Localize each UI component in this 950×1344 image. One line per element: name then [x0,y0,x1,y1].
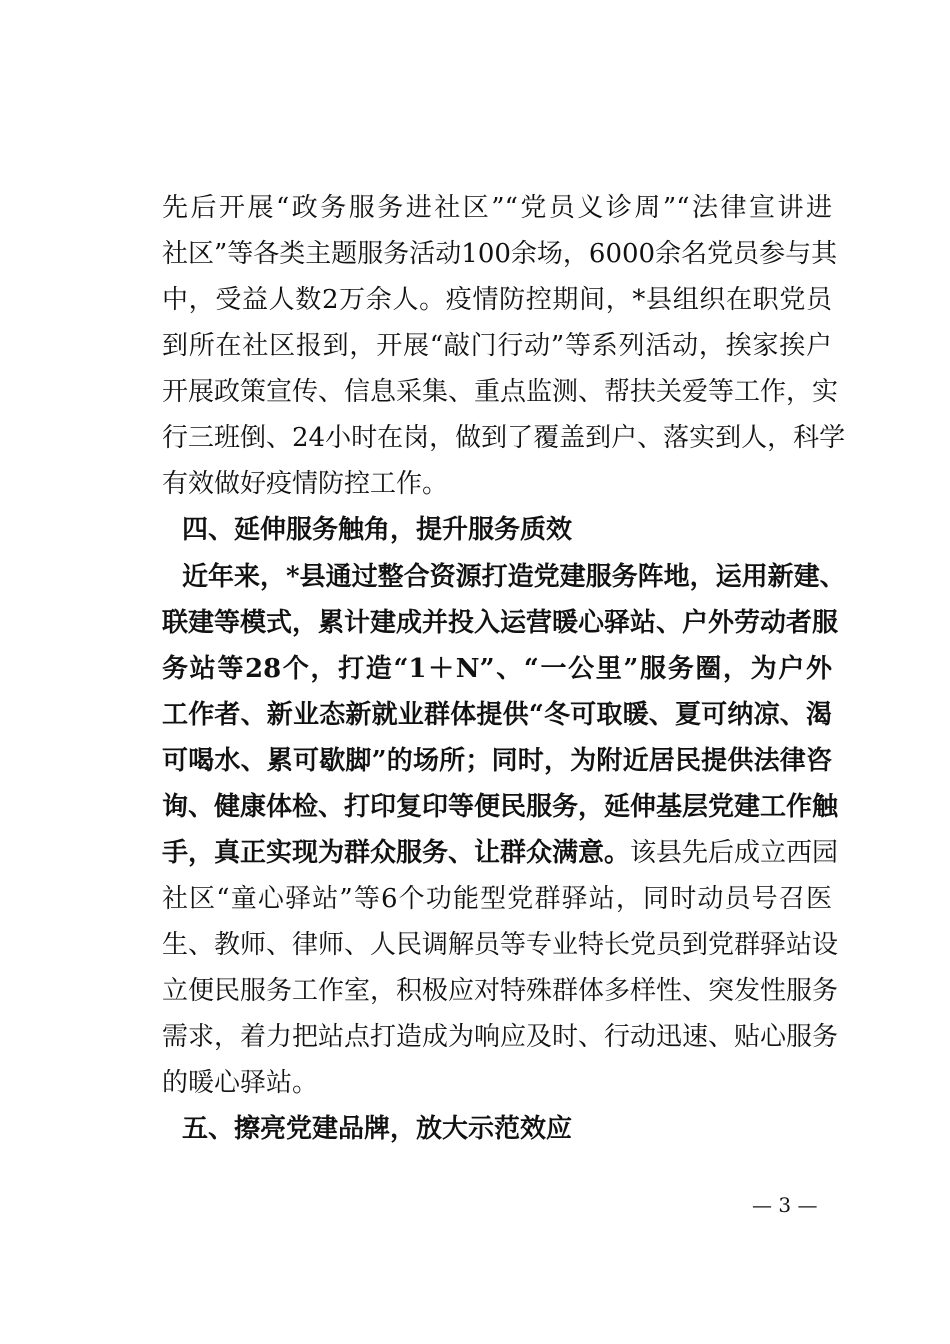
page-number: — 3 — [752,1193,818,1217]
paragraph-1-line-6: 行三班倒、24小时在岗，做到了覆盖到户、落实到人，科学 [162,423,846,453]
paragraph-1-line-4: 到所在社区报到，开展“敲门行动”等系列活动，挨家挨户 [162,331,832,361]
paragraph-2-line-5: 可喝水、累可歇脚”的场所；同时，为附近居民提供法律咨 [162,746,832,776]
paragraph-1-line-3: 中，受益人数2万余人。疫情防控期间，*县组织在职党员 [162,285,832,315]
paragraph-1-line-1: 先后开展“政务服务进社区”“党员义诊周”“法律宣讲进 [162,193,832,223]
paragraph-2-line-1: 近年来，*县通过整合资源打造党建服务阵地，运用新建、 [182,562,846,592]
section-heading-5: 五、擦亮党建品牌，放大示范效应 [182,1114,573,1144]
paragraph-2-line-7-bold: 手，真正实现为群众服务、让群众满意。 [162,838,631,868]
paragraph-2-line-10: 立便民服务工作室，积极应对特殊群体多样性、突发性服务 [162,976,839,1006]
paragraph-1-line-5: 开展政策宣传、信息采集、重点监测、帮扶关爱等工作，实 [162,377,839,407]
paragraph-1-line-2: 社区”等各类主题服务活动100余场，6000余名党员参与其 [162,239,838,269]
paragraph-2-line-2: 联建等模式，累计建成并投入运营暖心驿站、户外劳动者服 [162,608,839,638]
paragraph-2-line-6: 询、健康体检、打印复印等便民服务，延伸基层党建工作触 [162,792,839,822]
paragraph-2-line-7-normal: 该县先后成立西园 [630,838,839,868]
paragraph-2-line-3: 务站等28个，打造“1＋N”、“一公里”服务圈，为户外 [162,654,832,684]
section-heading-4: 四、延伸服务触角，提升服务质效 [182,515,573,545]
paragraph-2-line-11: 需求，着力把站点打造成为响应及时、行动迅速、贴心服务 [162,1022,839,1052]
paragraph-2-line-8: 社区“童心驿站”等6个功能型党群驿站，同时动员号召医 [162,884,832,914]
paragraph-2-line-4: 工作者、新业态新就业群体提供“冬可取暖、夏可纳凉、渴 [162,700,832,730]
paragraph-1-line-7: 有效做好疫情防控工作。 [162,469,449,499]
paragraph-2-line-12: 的暖心驿站。 [162,1068,319,1098]
paragraph-2-line-9: 生、教师、律师、人民调解员等专业特长党员到党群驿站设 [162,930,839,960]
paragraph-2-line-7 [162,837,839,869]
